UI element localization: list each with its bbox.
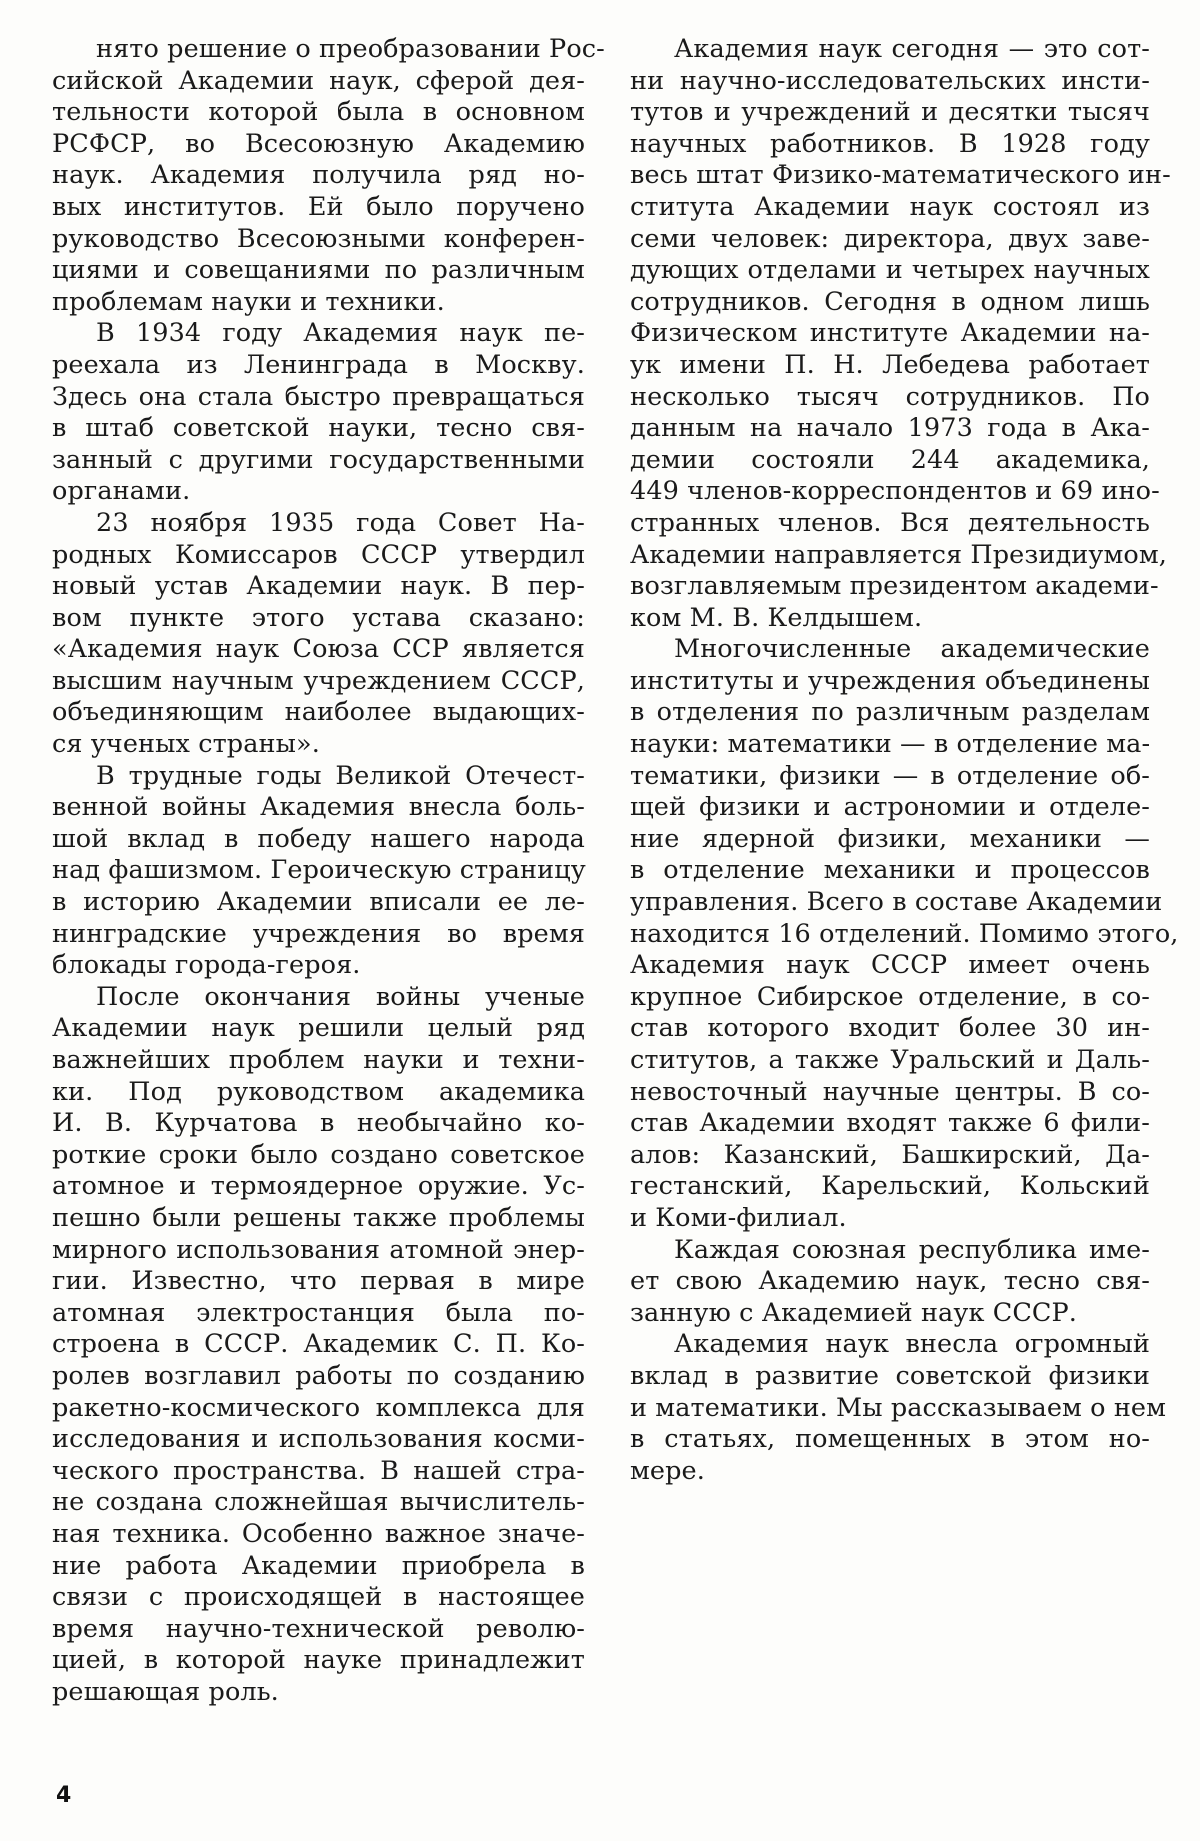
text-line: «Академия наук Союза ССР является xyxy=(52,634,585,665)
text-line: возглавляемым президентом академи- xyxy=(630,571,1159,602)
text-line: научных работников. В 1928 году xyxy=(630,128,1150,159)
text-line: сотрудников. Сегодня в одном лишь xyxy=(630,286,1150,317)
left-column-paragraph xyxy=(52,761,585,982)
text-line: После окончания войны ученые xyxy=(96,981,585,1012)
text-line: и математики. Мы рассказываем о нем xyxy=(630,1392,1167,1423)
right-column-paragraph xyxy=(630,34,1171,634)
text-line: время научно-технической револю- xyxy=(52,1613,585,1644)
text-line: науки: математики — в отделение ма- xyxy=(630,729,1151,760)
text-line: мере. xyxy=(630,1455,705,1486)
text-line: не создана сложнейшая вычислитель- xyxy=(52,1487,585,1518)
text-line: атомная электростанция была по- xyxy=(52,1297,585,1328)
text-line: сийской Академии наук, сферой дея- xyxy=(52,65,585,96)
text-line: Многочисленные академические xyxy=(674,634,1150,665)
text-line: ститутов, а также Уральский и Даль- xyxy=(630,1045,1150,1075)
text-line: важнейших проблем науки и техни- xyxy=(52,1045,585,1075)
text-line: гестанский, Карельский, Кольский xyxy=(630,1171,1150,1202)
text-line: 23 ноября 1935 года Совет На- xyxy=(96,507,585,538)
right-column-paragraph xyxy=(630,1329,1167,1487)
right-column-paragraph xyxy=(630,634,1179,1234)
text-line: Академия наук внесла огромный xyxy=(674,1329,1150,1360)
text-line: невосточный научные центры. В со- xyxy=(630,1076,1150,1107)
text-line: ститута Академии наук состоял из xyxy=(630,191,1150,222)
text-line: новый устав Академии наук. В пер- xyxy=(52,571,585,602)
text-line: ная техника. Особенно важное значе- xyxy=(52,1518,585,1549)
left-column-paragraph xyxy=(52,34,605,318)
left-column-paragraph xyxy=(52,318,585,508)
text-line: странных членов. Вся деятельность xyxy=(630,507,1150,538)
text-line: тутов и учреждений и десятки тысяч xyxy=(630,97,1150,128)
text-line: мирного использования атомной энер- xyxy=(52,1234,585,1265)
right-text-column xyxy=(630,34,1179,1487)
text-line: став которого входит более 30 ин- xyxy=(630,1013,1150,1044)
text-line: ет свою Академию наук, тесно свя- xyxy=(630,1266,1150,1297)
text-line: Физическом институте Академии на- xyxy=(630,318,1150,349)
text-line: алов: Казанский, Башкирский, Да- xyxy=(630,1139,1150,1170)
text-line: решающая роль. xyxy=(52,1676,279,1707)
text-line: исследования и использования косми- xyxy=(52,1424,585,1455)
text-line: в историю Академии вписали ее ле- xyxy=(52,887,585,918)
text-line: над фашизмом. Героическую страницу xyxy=(52,855,586,886)
text-line: органами. xyxy=(52,476,191,507)
text-line: ние ядерной физики, механики — xyxy=(630,823,1150,854)
text-line: блокады города-героя. xyxy=(52,950,361,981)
text-line: циями и совещаниями по различным xyxy=(52,255,585,286)
text-line: и Коми-филиал. xyxy=(630,1202,847,1233)
text-line: ческого пространства. В нашей стра- xyxy=(52,1455,585,1486)
text-line: ком М. В. Келдышем. xyxy=(630,602,923,633)
text-line: нято решение о преобразовании Рос- xyxy=(96,34,605,64)
text-line: роткие сроки было создано советское xyxy=(52,1139,585,1170)
right-column-paragraph xyxy=(630,1235,1150,1330)
text-line: ролев возглавил работы по созданию xyxy=(52,1360,585,1391)
text-line: тематики, физики — в отделение об- xyxy=(630,760,1150,791)
left-text-column xyxy=(52,34,605,1708)
text-line: в статьях, помещенных в этом но- xyxy=(630,1424,1150,1455)
text-line: реехала из Ленинграда в Москву. xyxy=(52,349,585,380)
text-line: управления. Всего в составе Академии xyxy=(630,887,1163,918)
page-number: 4 xyxy=(56,1783,72,1808)
text-line: несколько тысяч сотрудников. По xyxy=(630,381,1150,412)
text-line: шой вклад в победу нашего народа xyxy=(52,823,585,854)
text-line: атомное и термоядерное оружие. Ус- xyxy=(52,1171,585,1202)
left-column-paragraph xyxy=(52,982,585,1709)
text-line: семи человек: директора, двух заве- xyxy=(630,223,1150,254)
text-line: пешно были решены также проблемы xyxy=(52,1202,585,1233)
text-line: ук имени П. Н. Лебедева работает xyxy=(630,349,1150,380)
text-line: находится 16 отделений. Помимо этого, xyxy=(630,918,1179,949)
text-line: занный с другими государственными xyxy=(52,444,585,475)
text-line: 449 членов-корреспондентов и 69 ино- xyxy=(630,476,1160,507)
left-column-paragraph xyxy=(52,508,585,761)
text-line: Здесь она стала быстро превращаться xyxy=(52,381,585,412)
text-line: вом пункте этого устава сказано: xyxy=(52,602,585,633)
text-line: РСФСР, во Всесоюзную Академию xyxy=(52,128,585,159)
text-line: тельности которой была в основном xyxy=(52,97,585,128)
text-line: руководство Всесоюзными конферен- xyxy=(52,223,585,254)
text-line: гии. Известно, что первая в мире xyxy=(52,1266,585,1297)
text-line: строена в СССР. Академик С. П. Ко- xyxy=(52,1329,585,1360)
text-line: высшим научным учреждением СССР, xyxy=(52,665,585,696)
text-line: в отделение механики и процессов xyxy=(630,855,1150,886)
text-line: весь штат Физико-математического ин- xyxy=(630,160,1171,191)
text-line: Академия наук сегодня — это сот- xyxy=(674,34,1150,64)
text-line: вых институтов. Ей было поручено xyxy=(52,191,585,222)
text-line: ся ученых страны». xyxy=(52,729,320,760)
text-line: данным на начало 1973 года в Ака- xyxy=(630,413,1150,444)
text-line: Академии направляется Президиумом, xyxy=(630,539,1167,570)
text-line: наук. Академия получила ряд но- xyxy=(52,160,585,191)
text-line: нинградские учреждения во время xyxy=(52,918,585,949)
text-line: дующих отделами и четырех научных xyxy=(630,255,1150,286)
text-line: В 1934 году Академия наук пе- xyxy=(96,318,585,349)
text-line: венной войны Академия внесла боль- xyxy=(52,792,585,823)
text-line: крупное Сибирское отделение, в со- xyxy=(630,981,1150,1012)
text-line: И. В. Курчатова в необычайно ко- xyxy=(52,1108,585,1139)
text-line: связи с происходящей в настоящее xyxy=(52,1582,585,1613)
text-line: щей физики и астрономии и отделе- xyxy=(630,792,1150,823)
text-line: став Академии входят также 6 фили- xyxy=(630,1108,1150,1139)
text-line: в отделения по различным разделам xyxy=(630,697,1150,728)
text-line: ракетно-космического комплекса для xyxy=(52,1392,585,1423)
text-line: В трудные годы Великой Отечест- xyxy=(96,760,585,791)
text-line: ни научно-исследовательских инсти- xyxy=(630,65,1150,96)
text-line: вклад в развитие советской физики xyxy=(630,1360,1150,1391)
text-line: в штаб советской науки, тесно свя- xyxy=(52,413,585,444)
text-line: родных Комиссаров СССР утвердил xyxy=(52,539,585,570)
text-line: занную с Академией наук СССР. xyxy=(630,1297,1078,1328)
text-line: ние работа Академии приобрела в xyxy=(52,1550,585,1581)
text-line: Академии наук решили целый ряд xyxy=(52,1013,585,1044)
text-line: ки. Под руководством академика xyxy=(52,1076,585,1107)
text-line: объединяющим наиболее выдающих- xyxy=(52,697,585,728)
text-line: цией, в которой науке принадлежит xyxy=(52,1645,585,1676)
text-line: институты и учреждения объединены xyxy=(630,665,1150,696)
text-line: проблемам науки и техники. xyxy=(52,286,445,317)
text-line: Каждая союзная республика име- xyxy=(674,1234,1150,1265)
text-line: Академия наук СССР имеет очень xyxy=(630,950,1150,981)
text-line: демии состояли 244 академика, xyxy=(630,444,1150,475)
